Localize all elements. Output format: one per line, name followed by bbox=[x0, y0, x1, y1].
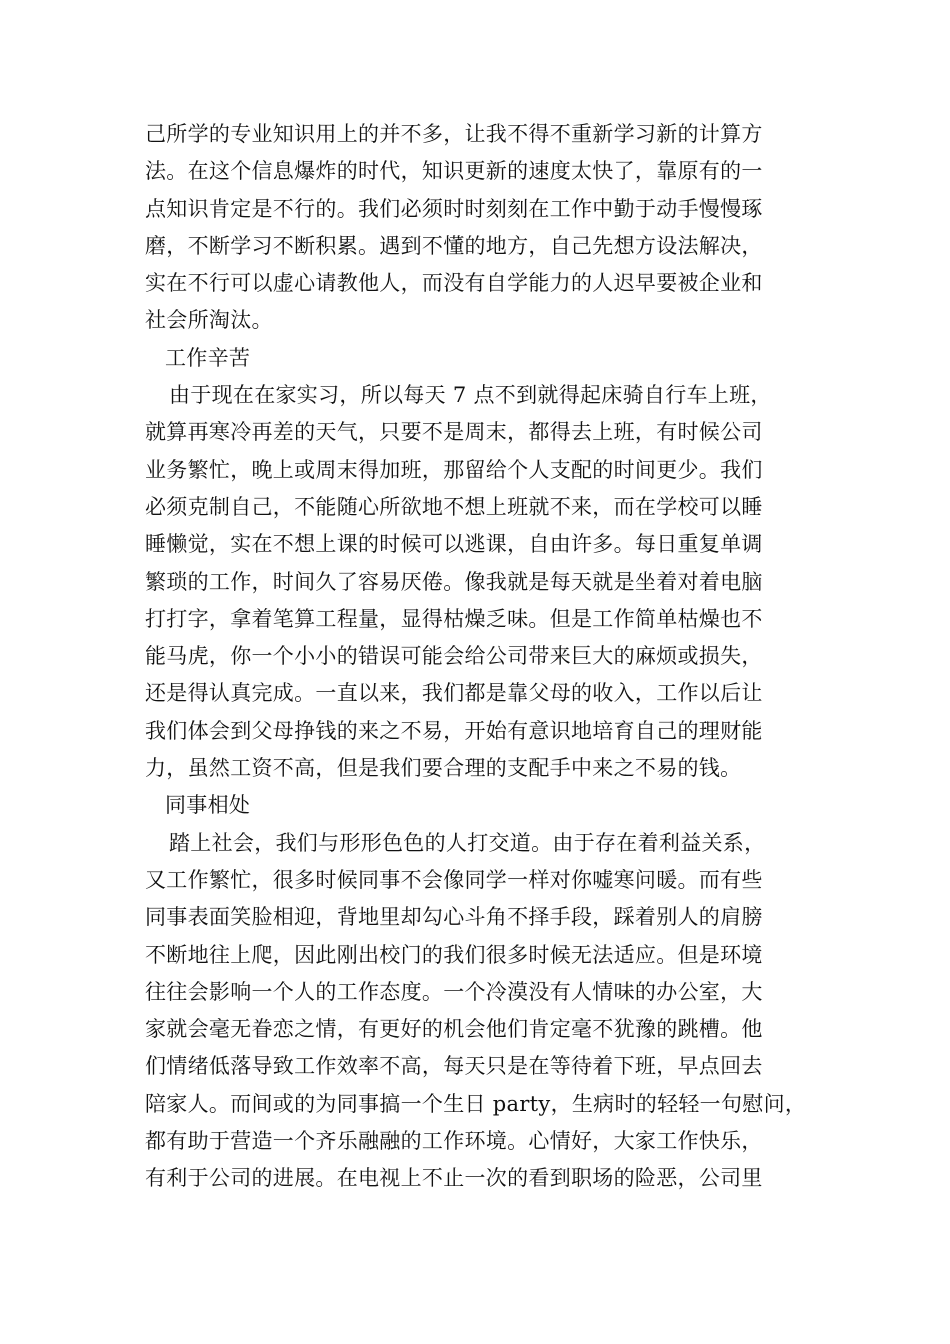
paragraph-line: 点知识肯定是不行的。我们必须时时刻刻在工作中勤于动手慢慢琢 bbox=[145, 196, 763, 221]
paragraph-line: 社会所淘汰。 bbox=[145, 308, 273, 333]
paragraph-line: 己所学的专业知识用上的并不多，让我不得不重新学习新的计算方 bbox=[145, 122, 763, 146]
paragraph-line: 陪家人。而间或的为同事搞一个生日 party，生病时的轻轻一句慰问， bbox=[145, 1091, 807, 1116]
paragraph-line: 不断地往上爬，因此刚出校门的我们很多时候无法适应。但是环境 bbox=[145, 942, 763, 967]
document-body bbox=[145, 116, 817, 1198]
paragraph-line: 能马虎，你一个小小的错误可能会给公司带来巨大的麻烦或损失， bbox=[145, 644, 763, 669]
paragraph-line: 磨，不断学习不断积累。遇到不懂的地方，自己先想方设法解决， bbox=[145, 233, 763, 258]
paragraph-line: 实在不行可以虚心请教他人，而没有自学能力的人迟早要被企业和 bbox=[145, 271, 763, 296]
paragraph-line: 往往会影响一个人的工作态度。一个冷漠没有人情味的办公室，大 bbox=[145, 979, 763, 1004]
paragraph-line: 们情绪低落导致工作效率不高，每天只是在等待着下班，早点回去 bbox=[145, 1054, 763, 1079]
paragraph-line: 又工作繁忙，很多时候同事不会像同学一样对你嘘寒问暖。而有些 bbox=[145, 867, 763, 892]
paragraph-line: 还是得认真完成。一直以来，我们都是靠父母的收入，工作以后让 bbox=[145, 681, 763, 706]
paragraph-line: 家就会毫无眷恋之情，有更好的机会他们肯定毫不犹豫的跳槽。他 bbox=[145, 1017, 763, 1042]
paragraph-line: 必须克制自己，不能随心所欲地不想上班就不来，而在学校可以睡 bbox=[145, 494, 763, 519]
paragraph-line: 踏上社会，我们与形形色色的人打交道。由于存在着利益关系， bbox=[169, 830, 766, 855]
paragraph-line: 都有助于营造一个齐乐融融的工作环境。心情好，大家工作快乐， bbox=[145, 1129, 763, 1154]
section-heading-colleagues: 同事相处 bbox=[165, 793, 251, 818]
paragraph-line: 同事表面笑脸相迎，背地里却勾心斗角不择手段，踩着别人的肩膀 bbox=[145, 905, 763, 930]
paragraph-line: 业务繁忙，晚上或周末得加班，那留给个人支配的时间更少。我们 bbox=[145, 457, 763, 482]
section-heading-work-hard: 工作辛苦 bbox=[165, 345, 251, 370]
paragraph-line: 就算再寒冷再差的天气，只要不是周末，都得去上班，有时候公司 bbox=[145, 420, 763, 445]
paragraph-line: 力，虽然工资不高，但是我们要合理的支配手中来之不易的钱。 bbox=[145, 756, 742, 781]
paragraph-line: 睡懒觉，实在不想上课的时候可以逃课，自由许多。每日重复单调 bbox=[145, 532, 763, 557]
paragraph-line: 繁琐的工作，时间久了容易厌倦。像我就是每天就是坐着对着电脑 bbox=[145, 569, 763, 594]
paragraph-line: 法。在这个信息爆炸的时代，知识更新的速度太快了，靠原有的一 bbox=[145, 159, 763, 184]
paragraph-line: 打打字，拿着笔算工程量，显得枯燥乏味。但是工作简单枯燥也不 bbox=[145, 606, 763, 631]
paragraph-line: 有利于公司的进展。在电视上不止一次的看到职场的险恶，公司里 bbox=[145, 1166, 763, 1191]
paragraph-line: 我们体会到父母挣钱的来之不易，开始有意识地培育自己的理财能 bbox=[145, 718, 763, 743]
paragraph-line: 由于现在在家实习，所以每天 7 点不到就得起床骑自行车上班， bbox=[169, 383, 772, 408]
